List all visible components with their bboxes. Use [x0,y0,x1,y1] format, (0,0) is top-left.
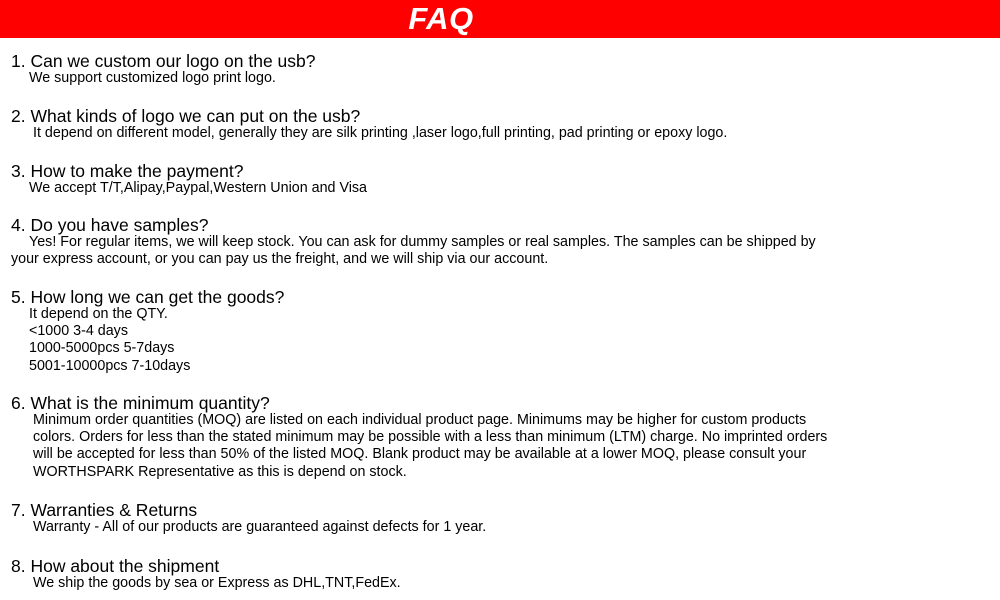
faq-answer-7 [33,519,486,536]
answer-line: Minimum order quantities (MOQ) are listed on each individual product page. Minimums may be higher for custom products [33,412,807,428]
answer-line: will be accepted for less than 50% of the listed MOQ. Blank product may be available at a lower MOQ, please consult your [33,446,807,463]
answer-line: It depend on the QTY. [29,306,168,322]
answer-line: It depend on different model, generally they are silk printing ,laser logo,full printing, pad printing or epoxy logo. [33,125,728,141]
answer-line: We accept T/T,Alipay,Paypal,Western Union and Visa [29,180,368,196]
faq-question-8: 8. How about the shipment [11,556,220,576]
faq-banner [0,0,1000,38]
faq-question-1: 1. Can we custom our logo on the usb? [11,51,316,71]
faq-question-4: 4. Do you have samples? [11,215,209,235]
faq-question-2: 2. What kinds of logo we can put on the usb? [11,106,361,126]
page-title: FAQ [408,1,474,36]
answer-line: <1000 3-4 days [29,323,128,340]
faq-answer-1 [29,70,276,87]
faq-answer-6 [33,412,827,481]
answer-line: We support customized logo print logo. [29,70,276,86]
faq-question-3: 3. How to make the payment? [11,161,244,181]
answer-line: your express account, or you can pay us the freight, and we will ship via our account. [11,251,549,268]
answer-line: colors. Orders for less than the stated minimum may be possible with a less than minimum (LTM) charge. No imprinted orders [33,429,828,446]
faq-answer-4 [11,234,816,268]
answer-line: Warranty - All of our products are guaranteed against defects for 1 year. [33,519,487,535]
faq-answer-5 [29,306,190,375]
faq-question-6: 6. What is the minimum quantity? [11,393,270,413]
answer-line: 1000-5000pcs 5-7days [29,340,175,357]
answer-line: 5001-10000pcs 7-10days [29,357,191,374]
answer-line: Yes! For regular items, we will keep stock. You can ask for dummy samples or real samples. The samples can be shipped by [29,234,816,250]
faq-answer-2 [33,125,727,142]
faq-answer-8 [33,575,401,592]
faq-question-7: 7. Warranties & Returns [11,500,198,520]
faq-answer-3 [29,180,367,197]
faq-question-5: 5. How long we can get the goods? [11,287,285,307]
answer-line: WORTHSPARK Representative as this is depend on stock. [33,463,407,480]
answer-line: We ship the goods by sea or Express as DHL,TNT,FedEx. [33,575,401,591]
